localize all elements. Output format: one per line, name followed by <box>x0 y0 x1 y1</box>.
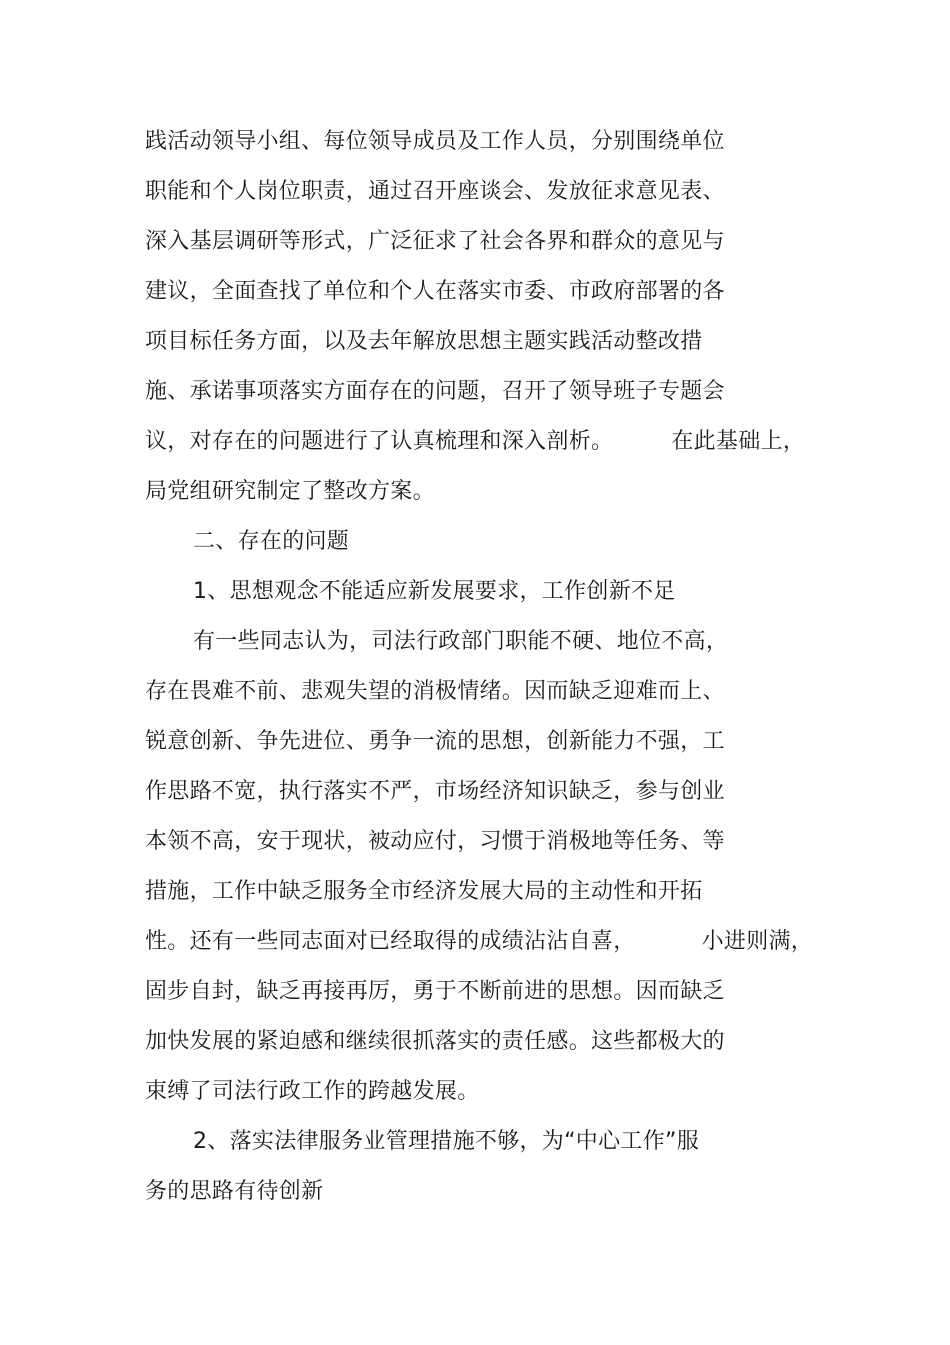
body-text-line: 束缚了司法行政工作的跨越发展。 <box>145 1079 480 1104</box>
body-text-line: 措施，工作中缺乏服务全市经济发展大局的主动性和开拓 <box>145 879 703 904</box>
body-text-line: 局党组研究制定了整改方案。 <box>145 479 435 504</box>
body-text-line: 本领不高，安于现状，被动应付，习惯于消极地等任务、等 <box>145 829 725 854</box>
body-text-line: 施、承诺事项落实方面存在的问题，召开了领导班子专题会 <box>145 379 725 404</box>
subsection-heading: 1、思想观念不能适应新发展要求，工作创新不足 <box>193 579 676 604</box>
body-text-segment: 性。还有一些同志面对已经取得的成绩沾沾自喜， <box>145 929 636 954</box>
body-text-line: 职能和个人岗位职责，通过召开座谈会、发放征求意见表、 <box>145 179 725 204</box>
subsection-heading: 2、落实法律服务业管理措施不够，为“中心工作”服 <box>193 1129 699 1154</box>
body-text-line: 建议，全面查找了单位和个人在落实市委、市政府部署的各 <box>145 279 725 304</box>
body-text-line: 有一些同志认为，司法行政部门职能不硬、地位不高， <box>193 629 729 654</box>
body-text-line: 作思路不宽，执行落实不严，市场经济知识缺乏，参与创业 <box>145 779 725 804</box>
body-text-line: 践活动领导小组、每位领导成员及工作人员，分别围绕单位 <box>145 129 725 154</box>
subsection-heading-continued: 务的思路有待创新 <box>145 1179 324 1204</box>
body-text-line <box>145 427 805 457</box>
body-text-segment: 议，对存在的问题进行了认真梳理和深入剖析。 <box>145 429 614 454</box>
body-text-segment: 在此基础上， <box>671 429 806 454</box>
body-text-line: 存在畏难不前、悲观失望的消极情绪。因而缺乏迎难而上、 <box>145 679 725 704</box>
section-heading: 二、存在的问题 <box>193 529 350 554</box>
body-text-segment: 小进则满， <box>701 929 814 954</box>
body-text-line: 锐意创新、争先进位、勇争一流的思想，创新能力不强，工 <box>145 729 725 754</box>
body-text-line <box>145 927 813 957</box>
body-text-line: 固步自封，缺乏再接再厉，勇于不断前进的思想。因而缺乏 <box>145 979 725 1004</box>
body-text-line: 加快发展的紧迫感和继续很抓落实的责任感。这些都极大的 <box>145 1029 725 1054</box>
body-text-line: 项目标任务方面，以及去年解放思想主题实践活动整改措 <box>145 329 703 354</box>
body-text-line: 深入基层调研等形式，广泛征求了社会各界和群众的意见与 <box>145 229 725 254</box>
